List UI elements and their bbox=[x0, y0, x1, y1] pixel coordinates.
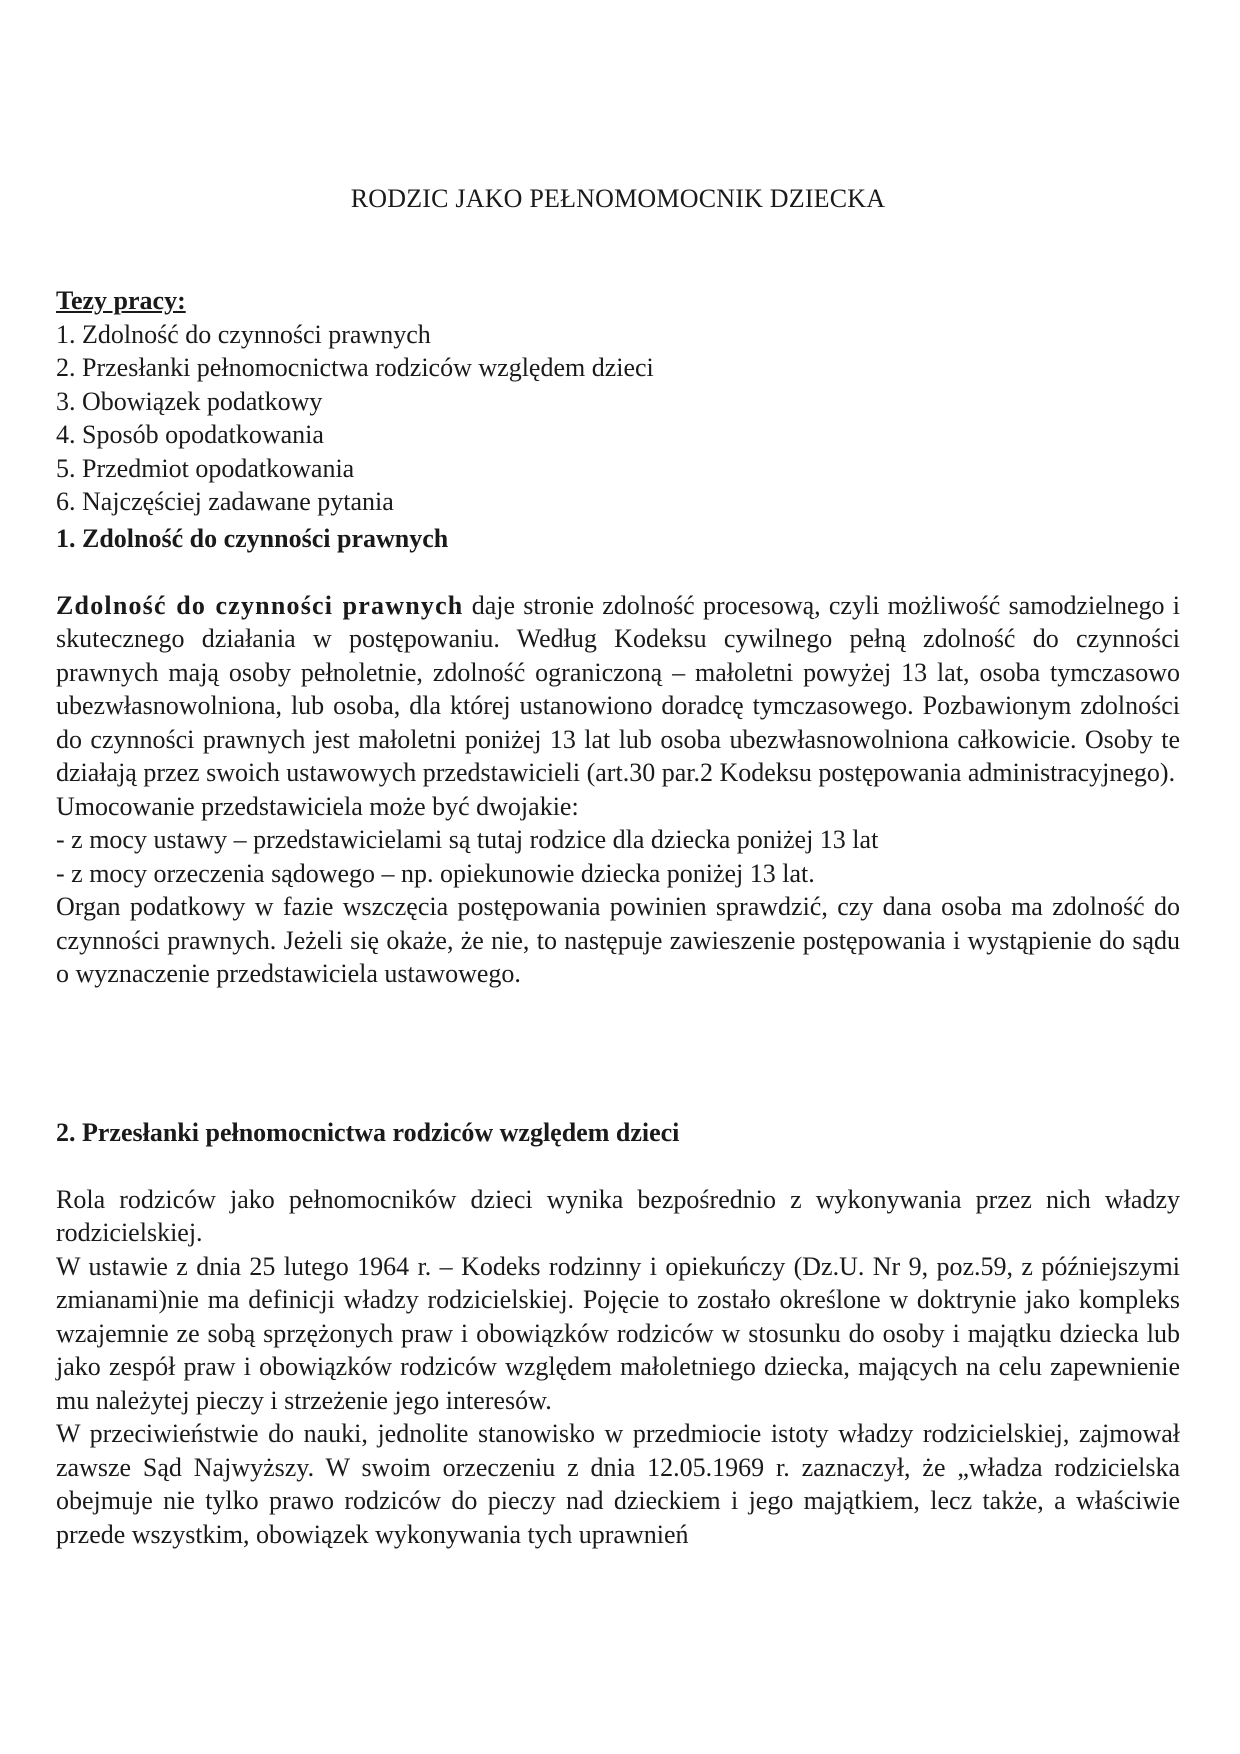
section-1-line-2: - z mocy ustawy – przedstawicielami są tutaj rodzice dla dziecka poniżej 13 lat bbox=[56, 825, 879, 854]
theses-list bbox=[56, 318, 1180, 519]
theses-item: 6. Najczęściej zadawane pytania bbox=[56, 487, 394, 516]
section-2-heading: 2. Przesłanki pełnomocnictwa rodziców względem dzieci bbox=[56, 1118, 680, 1147]
theses-item: 4. Sposób opodatkowania bbox=[56, 420, 324, 449]
theses-item: 1. Zdolność do czynności prawnych bbox=[56, 319, 431, 349]
section-2-paragraph-1: Rola rodziców jako pełnomocników dzieci wynika bezpośrednio z wykonywania przez nich władzy rodzicielskiej. bbox=[56, 1184, 1180, 1247]
theses-item: 5. Przedmiot opodatkowania bbox=[56, 453, 355, 483]
theses-block bbox=[56, 284, 1180, 519]
theses-item: 2. Przesłanki pełnomocnictwa rodziców względem dzieci bbox=[56, 353, 654, 382]
section-1-paragraph-1-bold: Zdolność do czynności prawnych bbox=[56, 590, 464, 620]
section-1-line-3: - z mocy orzeczenia sądowego – np. opiekunowie dziecka poniżej 13 lat. bbox=[56, 858, 815, 888]
section-1 bbox=[56, 522, 1180, 991]
section-1-heading: 1. Zdolność do czynności prawnych bbox=[56, 524, 449, 553]
document-page bbox=[56, 0, 1180, 1754]
document-title: RODZIC JAKO PEŁNOMOMOCNIK DZIECKA bbox=[350, 184, 886, 213]
section-1-line-1: Umocowanie przedstawiciela może być dwojakie: bbox=[56, 791, 579, 821]
section-1-paragraph-1 bbox=[56, 589, 1180, 790]
section-1-paragraph-2: Organ podatkowy w fazie wszczęcia postępowania powinien sprawdzić, czy dana osoba ma zdolność do czynności prawnych. Jeżeli się okaże, że nie, to następuje zawieszenie postępowania i wystąpienie do sądu o wyznaczenie przedstawiciela ustawowego. bbox=[56, 892, 1180, 988]
section-2-paragraph-2: W ustawie z dnia 25 lutego 1964 r. – Kodeks rodzinny i opiekuńczy (Dz.U. Nr 9, poz.59, z późniejszymi zmianami)nie ma definicji władzy rodzicielskiej. Pojęcie to zostało określone w doktrynie jako kompleks wzajemnie ze sobą sprzężonych praw i obowiązków rodziców w stosunku do osoby i majątku dziecka lub jako zespół praw i obowiązków rodziców względem małoletniego dziecka, mających na celu zapewnienie mu należytej pieczy i strzeżenie jego interesów. bbox=[56, 1251, 1180, 1415]
theses-item: 3. Obowiązek podatkowy bbox=[56, 386, 323, 416]
section-2-paragraph-3: W przeciwieństwie do nauki, jednolite stanowisko w przedmiocie istoty władzy rodzicielskiej, zajmował zawsze Sąd Najwyższy. W swoim orzeczeniu z dnia 12.05.1969 r. zaznaczył, że „władza rodzicielska obejmuje nie tylko prawo rodziców do pieczy nad dzieckiem i jego majątkiem, lecz także, a właściwie przede wszystkim, obowiązek wykonywania tych uprawnień bbox=[56, 1419, 1180, 1549]
section-1-paragraph-1-text: daje stronie zdolność procesową, czyli możliwość samodzielnego i skutecznego działania w postępowaniu. Według Kodeksu cywilnego pełną zdolność do czynności prawnych mają osoby pełnoletnie, zdolność ograniczoną – małoletni powyżej 13 lat, osoba tymczasowo ubezwłasnowolniona, lub osoba, dla której ustanowiono doradcę tymczasowego. Pozbawionym zdolności do czynności prawnych jest małoletni poniżej 13 lat lub osoba ubezwłasnowolniona całkowicie. Osoby te działają przez swoich ustawowych przedstawicieli (art.30 par.2 Kodeksu postępowania administracyjnego). bbox=[56, 590, 1180, 787]
section-2 bbox=[56, 1116, 1180, 1551]
theses-heading: Tezy pracy: bbox=[56, 286, 186, 315]
